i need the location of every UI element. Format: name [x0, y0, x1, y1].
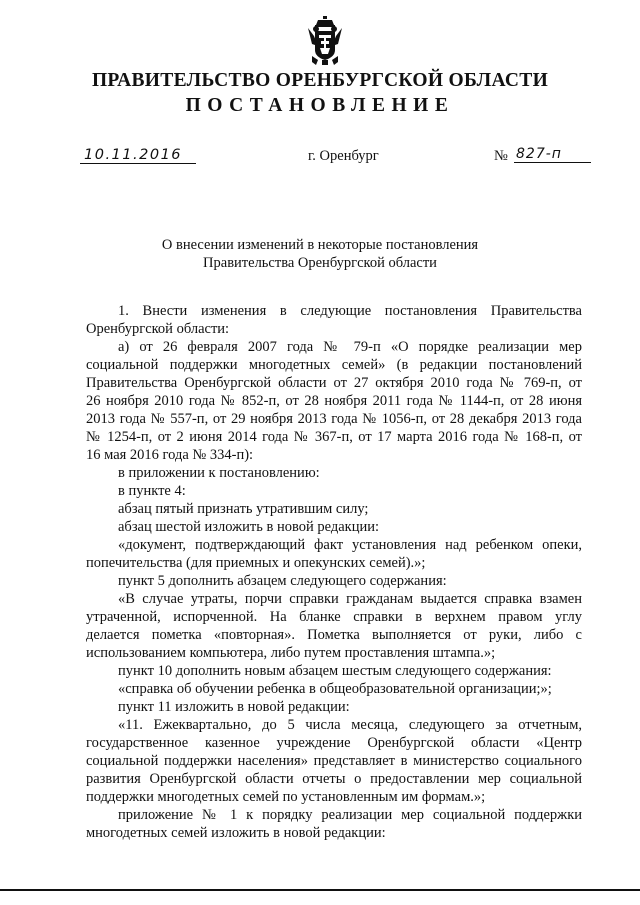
body-line: социальной поддержки многодетных семей» (в редакции постановлений: [86, 357, 582, 373]
body-line: поддержки многодетных семей по установленным им формам.»;: [86, 789, 486, 805]
page-bottom-rule: [0, 889, 640, 891]
body-line: «документ, подтверждающий факт установления над ребенком опеки,: [118, 537, 582, 553]
document-date: 10.11.2016: [80, 147, 196, 164]
body-line: Правительства Оренбургской области от 27 октября 2010 года № 769-п, от: [86, 375, 582, 391]
body-line: утраченной, испорченной. На бланке справки в верхнем правом углу: [86, 609, 582, 625]
body-line: 16 мая 2016 года № 334-п):: [86, 447, 254, 463]
subject-line: О внесении изменений в некоторые постановления: [161, 237, 479, 253]
document-body: [86, 302, 582, 842]
body-line: использованием компьютера, либо путем проставления штампа.»;: [86, 645, 496, 661]
body-line: 1. Внести изменения в следующие постановления Правительства: [118, 303, 582, 319]
body-line: социальной поддержки населения» представляет в министерство социального: [86, 753, 582, 769]
body-line: в приложении к постановлению:: [118, 465, 320, 481]
body-line: «11. Ежеквартально, до 5 числа месяца, следующего за отчетным,: [118, 717, 582, 733]
body-line: абзац шестой изложить в новой редакции:: [118, 519, 380, 535]
government-title: ПРАВИТЕЛЬСТВО ОРЕНБУРГСКОЙ ОБЛАСТИ: [91, 70, 549, 91]
body-line: 2013 года № 557-п, от 29 ноября 2013 года № 1056-п, от 28 декабря 2013 года: [86, 411, 582, 427]
document-type: ПОСТАНОВЛЕНИЕ: [185, 95, 455, 116]
body-line: государственное казенное учреждение Оренбургской области «Центр: [86, 735, 582, 751]
body-line: Оренбургской области:: [86, 321, 230, 337]
body-line: абзац пятый признать утратившим силу;: [118, 501, 369, 517]
body-line: делается пометка «повторная». Пометка выполняется от руки, либо с: [86, 627, 582, 643]
body-line: развития Оренбургской области отчеты о предоставлении мер социальной: [86, 771, 582, 787]
subject-line: Правительства Оренбургской области: [203, 255, 437, 271]
document-number-label: №: [494, 148, 508, 164]
body-line: «справка об обучении ребенка в общеобразовательной организации;»;: [118, 681, 552, 697]
body-line: «В случае утраты, порчи справки гражданам выдается справка взамен: [118, 591, 582, 607]
body-line: 26 ноября 2010 года № 852-п, от 28 ноября 2011 года № 1144-п, от 28 июня: [86, 393, 582, 409]
body-line: многодетных семей изложить в новой редакции:: [86, 825, 386, 841]
body-line: в пункте 4:: [118, 483, 186, 499]
body-line: приложение № 1 к порядку реализации мер социальной поддержки: [118, 807, 582, 823]
body-line: пункт 10 дополнить новым абзацем шестым следующего содержания:: [118, 663, 552, 679]
body-line: пункт 5 дополнить абзацем следующего содержания:: [118, 573, 447, 589]
body-line: а) от 26 февраля 2007 года № 79-п «О порядке реализации мер: [118, 339, 582, 355]
document-city: г. Оренбург: [308, 148, 379, 164]
body-line: попечительства (для приемных и опекунских семей).»;: [86, 555, 426, 571]
document-number: 827-п: [514, 146, 591, 163]
document-subject: [0, 236, 640, 272]
body-line: пункт 11 изложить в новой редакции:: [118, 699, 350, 715]
coat-of-arms-emblem: [304, 16, 346, 66]
body-line: № 1254-п, от 2 июня 2014 года № 367-п, от 17 марта 2016 года № 168-п, от: [86, 429, 582, 445]
